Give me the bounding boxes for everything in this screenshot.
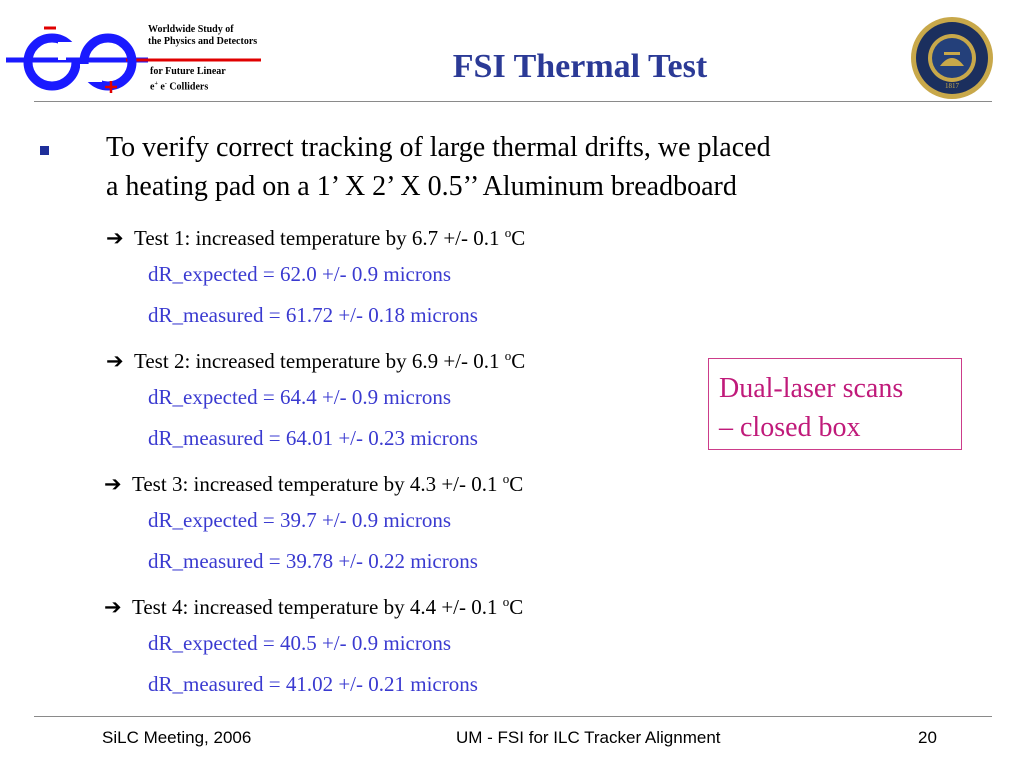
test-4-expected: dR_expected = 40.5 +/- 0.9 microns <box>148 631 452 655</box>
test-2-label: Test 2: increased temperature by 6.9 +/- 0.1 <box>134 349 505 373</box>
seal-year: 1817 <box>945 82 959 90</box>
test-3-heading <box>104 467 523 496</box>
callout-box <box>708 358 962 450</box>
test-4-heading <box>104 590 523 619</box>
logo-text-line1: Worldwide Study of <box>148 24 234 35</box>
test-2-expected: dR_expected = 64.4 +/- 0.9 microns <box>148 385 452 409</box>
bullet-line-2: a heating pad on a 1’ X 2’ X 0.5’’ Aluminum breadboard <box>106 171 737 202</box>
university-seal-icon <box>910 16 994 100</box>
test-2-heading <box>106 344 525 373</box>
test-3-expected: dR_expected = 39.7 +/- 0.9 microns <box>148 508 452 532</box>
logo-text-line3: for Future Linear <box>150 66 226 77</box>
test-1-expected: dR_expected = 62.0 +/- 0.9 microns <box>148 262 452 286</box>
test-3-measured: dR_measured = 39.78 +/- 0.22 microns <box>148 549 478 573</box>
arrow-icon: ➔ <box>106 226 124 250</box>
logo-minus: - <box>164 81 167 87</box>
logo-text-line4 <box>150 78 208 93</box>
test-1-label: Test 1: increased temperature by 6.7 +/- 0.1 <box>134 226 505 250</box>
temperature-unit: C <box>509 595 524 619</box>
test-4-label: Test 4: increased temperature by 4.4 +/- 0.1 <box>132 595 503 619</box>
footer-meeting: SiLC Meeting, 2006 <box>102 728 252 747</box>
test-3-label: Test 3: increased temperature by 4.3 +/- 0.1 <box>132 472 503 496</box>
footer-talk-title: UM - FSI for ILC Tracker Alignment <box>456 728 721 747</box>
logo-colliders: Colliders <box>166 81 209 93</box>
test-1-heading <box>106 221 525 250</box>
callout-line-1: Dual-laser scans <box>719 373 904 404</box>
header-divider <box>34 101 992 102</box>
slide-title: FSI Thermal Test <box>452 48 708 85</box>
logo-e1: e <box>150 81 155 93</box>
test-2-measured: dR_measured = 64.01 +/- 0.23 microns <box>148 426 478 450</box>
test-4-measured: dR_measured = 41.02 +/- 0.21 microns <box>148 672 478 696</box>
page-number: 20 <box>918 728 937 747</box>
degree-symbol: o <box>504 348 512 363</box>
temperature-unit: C <box>509 472 524 496</box>
bullet-line-1: To verify correct tracking of large thermal drifts, we placed <box>106 132 771 163</box>
bullet-text <box>106 128 936 206</box>
temperature-unit: C <box>511 349 526 373</box>
degree-symbol: o <box>504 225 512 240</box>
logo-text-line2: the Physics and Detectors <box>148 36 258 47</box>
footer-divider <box>34 716 992 717</box>
callout-line-2: – closed box <box>719 412 861 443</box>
degree-symbol: o <box>502 594 510 609</box>
arrow-icon: ➔ <box>104 472 122 496</box>
arrow-icon: ➔ <box>104 595 122 619</box>
temperature-unit: C <box>511 226 526 250</box>
arrow-icon: ➔ <box>106 349 124 373</box>
logo-plus: + <box>154 81 158 87</box>
logo-e2: e <box>157 81 165 93</box>
test-1-measured: dR_measured = 61.72 +/- 0.18 microns <box>148 303 478 327</box>
bullet-marker <box>40 146 49 155</box>
degree-symbol: o <box>502 471 510 486</box>
